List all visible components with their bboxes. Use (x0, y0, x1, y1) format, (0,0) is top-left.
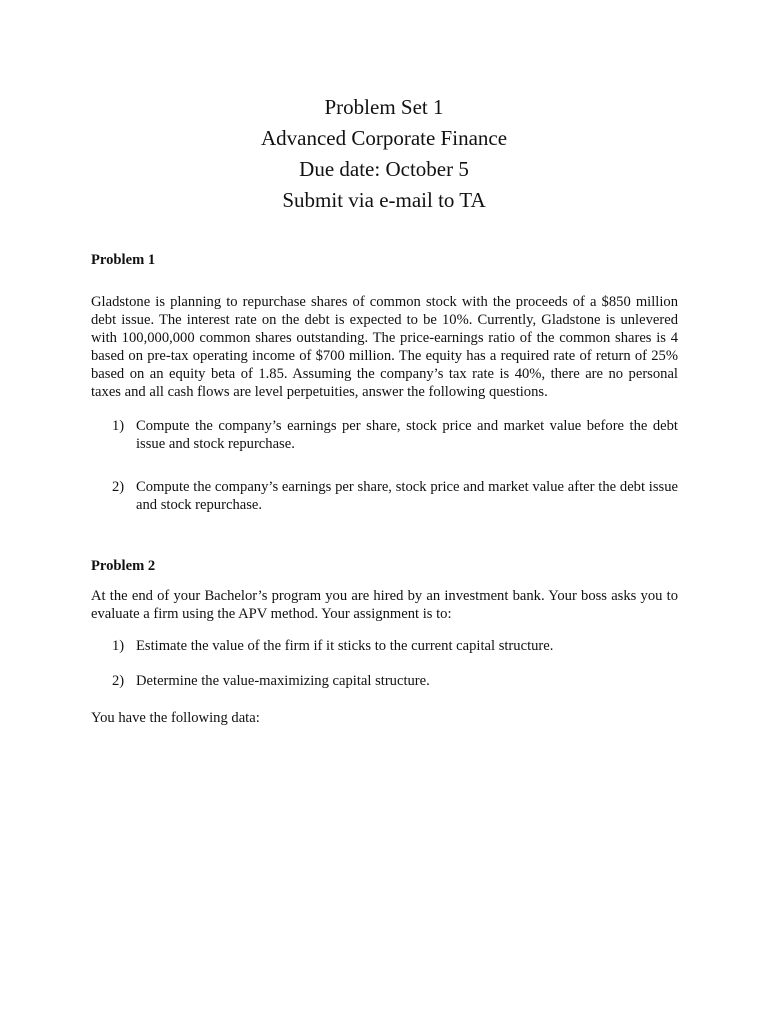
title-block (0, 92, 768, 216)
problem-2-heading: Problem 2 (91, 558, 156, 574)
course-name: Advanced Corporate Finance (260, 126, 508, 150)
list-number: 2) (112, 479, 125, 495)
list-text: Estimate the value of the firm if it sticks to the current capital structure. (136, 638, 554, 654)
list-number: 2) (112, 673, 125, 689)
list-text: Compute the company’s earnings per share, stock price and market value before the debt issue and stock repurchase. (136, 418, 678, 452)
list-item (91, 637, 678, 655)
submission-note: Submit via e-mail to TA (282, 188, 486, 212)
list-number: 1) (112, 638, 125, 654)
list-item (91, 478, 678, 514)
problem-2-tasks (91, 637, 678, 690)
problem-1-text: Gladstone is planning to repurchase shares of common stock with the proceeds of a $850 million debt issue. The interest rate on the debt is expected to be 10%. Currently, Gladstone is unlevered with 100,000,000 common shares outstanding. The price-earnings ratio of the common shares is 4 based on pre-tax operating income of $700 million. The equity has a required rate of return of 25% based on an equity beta of 1.85. Assuming the company’s tax rate is 40%, there are no personal taxes and all cash flows are level perpetuities, answer the following questions. (91, 294, 678, 400)
problem-1-heading: Problem 1 (91, 252, 156, 268)
document-title: Problem Set 1 (324, 95, 444, 119)
due-date: Due date: October 5 (299, 157, 469, 181)
document-body (91, 251, 678, 727)
list-text: Compute the company’s earnings per share, stock price and market value after the debt issue and stock repurchase. (136, 479, 678, 513)
list-item (91, 672, 678, 690)
list-number: 1) (112, 418, 125, 434)
list-text: Determine the value-maximizing capital structure. (136, 673, 430, 689)
problem-2-text: At the end of your Bachelor’s program you are hired by an investment bank. Your boss asks you to evaluate a firm using the APV method. Your assignment is to: (91, 588, 678, 622)
list-item (91, 417, 678, 453)
data-intro: You have the following data: (91, 710, 260, 726)
problem-1-questions (91, 417, 678, 514)
